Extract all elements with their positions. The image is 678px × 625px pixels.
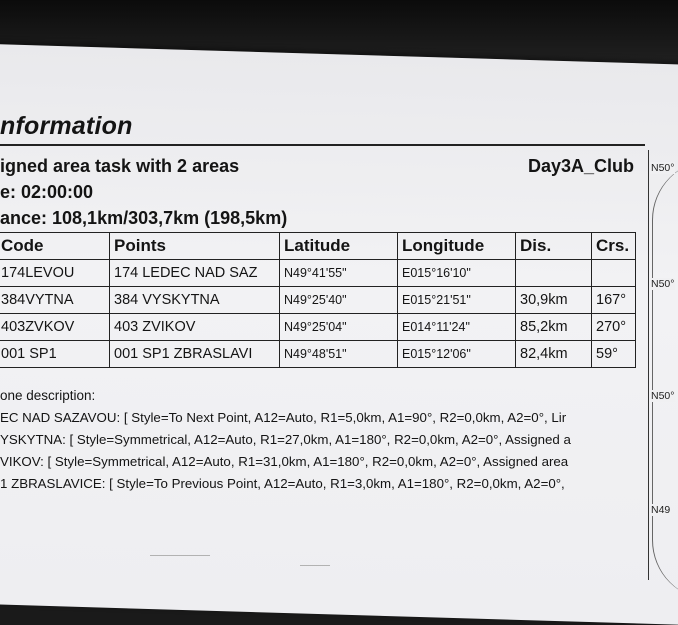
map-latitude-label: N50°: [651, 278, 675, 290]
cell-longitude: E015°21'51": [398, 287, 516, 314]
table-row: [0, 287, 636, 314]
cell-course: 270°: [592, 314, 636, 341]
cell-course: 59°: [592, 341, 636, 368]
cell-longitude: E014°11'24": [398, 314, 516, 341]
zone-line: EC NAD SAZAVOU: [ Style=To Next Point, A12=Auto, R1=5,0km, A1=90°, R2=0,0km, A2=0°, Lir: [0, 410, 567, 425]
table-row: [0, 314, 636, 341]
cell-code: 403ZVKOV: [0, 314, 110, 341]
cell-point: 384 VYSKYTNA: [110, 287, 280, 314]
cell-longitude: E015°16'10": [398, 260, 516, 287]
cell-point: 403 ZVIKOV: [110, 314, 280, 341]
cell-distance: 85,2km: [516, 314, 592, 341]
paper-smudge: [150, 555, 210, 556]
map-latitude-label: N49: [651, 504, 671, 516]
cell-code: 174LEVOU: [0, 260, 110, 287]
zone-line: 1 ZBRASLAVICE: [ Style=To Previous Point, A12=Auto, R1=3,0km, A1=180°, R2=0,0km, A2=0°,: [0, 476, 565, 491]
paper-smudge: [300, 565, 330, 566]
cell-latitude: N49°48'51": [280, 341, 398, 368]
waypoint-table: [0, 232, 636, 368]
header-points: Points: [110, 233, 280, 260]
header-longitude: Longitude: [398, 233, 516, 260]
cell-latitude: N49°25'04": [280, 314, 398, 341]
cell-code: 384VYTNA: [0, 287, 110, 314]
map-latitude-label: N50°: [651, 390, 675, 402]
cell-distance: [516, 260, 592, 287]
task-distance: ance: 108,1km/303,7km (198,5km): [0, 208, 288, 228]
zone-description-heading: one description:: [0, 388, 96, 403]
cell-latitude: N49°25'40": [280, 287, 398, 314]
cell-latitude: N49°41'55": [280, 260, 398, 287]
cell-course: 167°: [592, 287, 636, 314]
zone-line: VIKOV: [ Style=Symmetrical, A12=Auto, R1=31,0km, A1=180°, R2=0,0km, A2=0°, Assigned area: [0, 454, 569, 469]
section-title: nformation: [0, 112, 133, 140]
header-latitude: Latitude: [280, 233, 398, 260]
day-label: Day3A_Club: [528, 156, 635, 176]
cell-point: 174 LEDEC NAD SAZ: [110, 260, 280, 287]
header-course: Crs.: [592, 233, 636, 260]
map-panel-border: [648, 150, 649, 580]
header-distance: Dis.: [516, 233, 592, 260]
cell-distance: 30,9km: [516, 287, 592, 314]
zone-line: YSKYTNA: [ Style=Symmetrical, A12=Auto, R1=27,0km, A1=180°, R2=0,0km, A2=0°, Assigned a: [0, 432, 571, 447]
title-underline: [0, 144, 645, 146]
map-latitude-label: N50°: [651, 162, 675, 174]
task-time: e: 02:00:00: [0, 182, 94, 202]
map-outline: [652, 160, 678, 600]
table-row: [0, 260, 636, 287]
cell-point: 001 SP1 ZBRASLAVI: [110, 341, 280, 368]
cell-distance: 82,4km: [516, 341, 592, 368]
table-row: [0, 341, 636, 368]
cell-course: [592, 260, 636, 287]
header-code: Code: [0, 233, 110, 260]
task-type: igned area task with 2 areas: [0, 156, 240, 176]
table-header-row: [0, 233, 636, 260]
cell-longitude: E015°12'06": [398, 341, 516, 368]
cell-code: 001 SP1: [0, 341, 110, 368]
